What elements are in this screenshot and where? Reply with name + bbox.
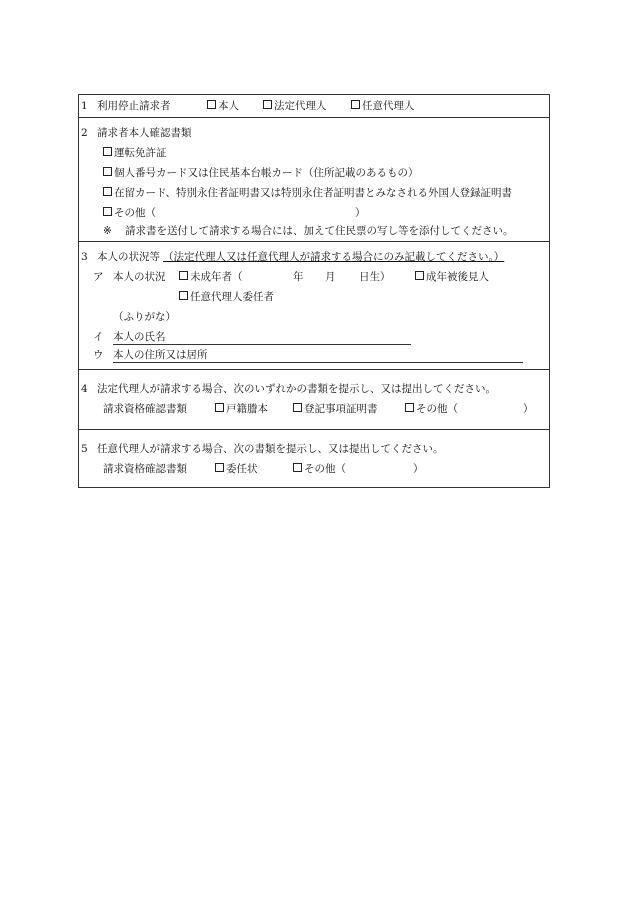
option-legal-agent[interactable]: 法定代理人 (263, 99, 327, 113)
option-power-of-attorney[interactable]: 委任状 (215, 462, 258, 476)
option-other-id[interactable]: その他（ (103, 206, 156, 220)
option-drivers-license[interactable]: 運転免許証 (103, 146, 167, 160)
checkbox[interactable] (215, 463, 224, 472)
option-other-voluntary-doc[interactable]: その他（ (293, 462, 346, 476)
principal-address-label: 本人の住所又は居所 (113, 349, 208, 361)
checkbox[interactable] (263, 100, 272, 109)
qualification-docs-label: 請求資格確認書類 (103, 403, 187, 415)
checkbox[interactable] (103, 187, 112, 196)
mailing-note: 請求書を送付して請求する場合には、加えて住民票の写し等を添付してください。 (125, 225, 514, 237)
note-mark: ※ (103, 225, 112, 237)
checkbox[interactable] (179, 291, 188, 300)
checkbox[interactable] (207, 100, 216, 109)
principal-condition-label: 本人の状況 (113, 271, 166, 283)
section-number: 1 (81, 100, 88, 112)
checkbox[interactable] (215, 403, 224, 412)
section-number: 2 (81, 127, 88, 139)
other-voluntary-doc-close: ） (413, 463, 424, 475)
other-legal-doc-close: ） (523, 403, 534, 415)
section-principal-status (79, 241, 549, 370)
option-delegating-principal[interactable]: 任意代理人委任者 (179, 290, 274, 304)
checkbox[interactable] (103, 167, 112, 176)
voluntary-agent-instruction: 任意代理人が請求する場合、次の書類を提示し、又は提出してください。 (97, 443, 444, 455)
checkbox[interactable] (103, 147, 112, 156)
birth-month-label: 月 (325, 271, 336, 283)
checkbox[interactable] (103, 207, 112, 216)
section-legal-agent-docs (79, 369, 549, 430)
checkbox[interactable] (293, 463, 302, 472)
section-requester (79, 95, 549, 117)
item-mark-a: ア (93, 271, 104, 283)
checkbox[interactable] (293, 403, 302, 412)
legal-agent-instruction: 法定代理人が請求する場合、次のいずれかの書類を提示し、又は提出してください。 (97, 383, 496, 395)
section-id-documents (79, 117, 549, 242)
checkbox[interactable] (405, 403, 414, 412)
option-family-register[interactable]: 戸籍謄本 (215, 402, 268, 416)
id-documents-label: 請求者本人確認書類 (97, 127, 192, 139)
option-my-number-card[interactable]: 個人番号カード又は住民基本台帳カード（住所記載のあるもの） (103, 166, 419, 180)
section-number: 3 (81, 251, 88, 263)
request-form (78, 94, 550, 488)
principal-name-line[interactable] (113, 344, 411, 345)
principal-status-label: 本人の状況等 (97, 251, 160, 263)
section-number: 5 (81, 443, 88, 455)
checkbox[interactable] (415, 271, 424, 280)
section-number: 4 (81, 383, 88, 395)
option-other-legal-doc[interactable]: その他（ (405, 402, 458, 416)
checkbox[interactable] (179, 271, 188, 280)
birth-year-label: 年 (293, 271, 304, 283)
furigana-label: （ふりがな） (113, 311, 176, 323)
option-self[interactable]: 本人 (207, 99, 239, 113)
requester-label: 利用停止請求者 (97, 100, 171, 112)
option-registry-certificate[interactable]: 登記事項証明書 (293, 402, 378, 416)
principal-status-note: （法定代理人又は任意代理人が請求する場合にのみ記載してください。） (163, 251, 505, 263)
option-voluntary-agent[interactable]: 任意代理人 (351, 99, 415, 113)
checkbox[interactable] (351, 100, 360, 109)
option-minor[interactable]: 未成年者（ (179, 270, 243, 284)
option-adult-ward[interactable]: 成年被後見人 (415, 270, 489, 284)
item-mark-i: イ (93, 331, 104, 343)
principal-address-line[interactable] (113, 362, 523, 363)
item-mark-u: ウ (93, 349, 104, 361)
option-residence-card[interactable]: 在留カード、特別永住者証明書又は特別永住者証明書とみなされる外国人登録証明書 (103, 186, 512, 200)
birth-day-label: 日生） (359, 271, 391, 283)
section-voluntary-agent-docs (79, 429, 549, 488)
other-id-close: ） (355, 207, 366, 219)
principal-name-label: 本人の氏名 (113, 331, 166, 343)
qualification-docs-label: 請求資格確認書類 (103, 463, 187, 475)
